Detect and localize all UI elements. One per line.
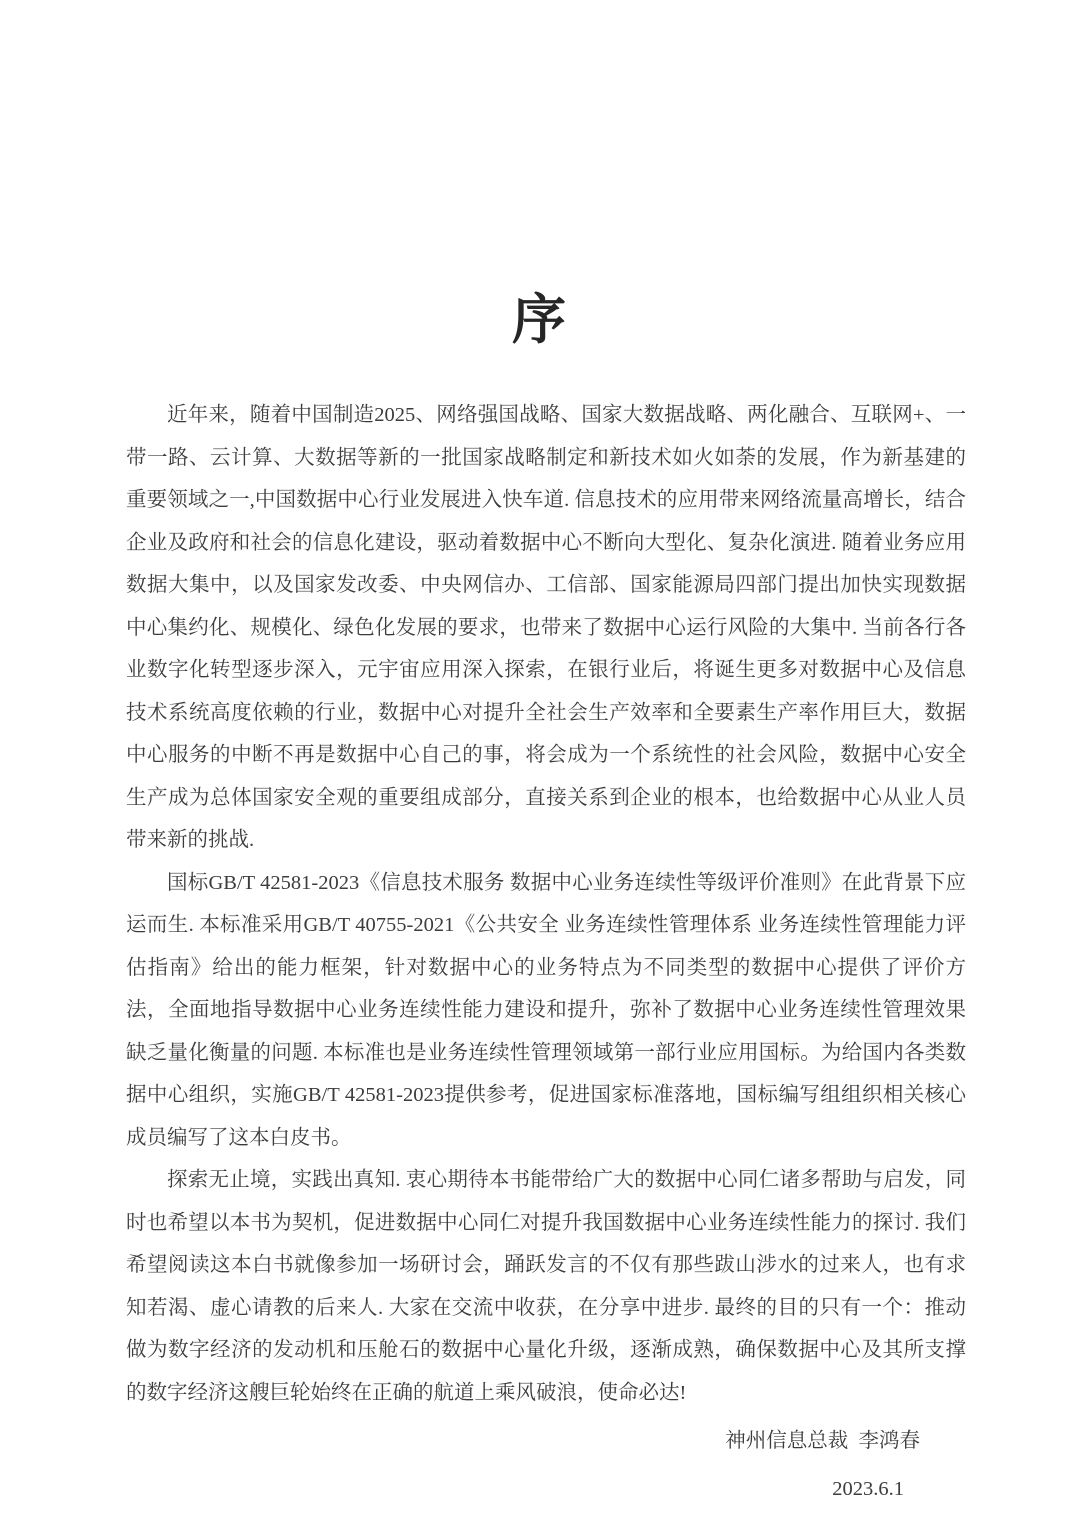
- signature-block: [126, 1420, 966, 1510]
- signature-author: 神州信息总裁 李鸿春: [725, 1430, 920, 1452]
- document-body: [126, 394, 966, 1510]
- signature-date: 2023.6.1: [832, 1477, 904, 1500]
- paragraph-standard: 国标GB/T 42581-2023《信息技术服务 数据中心业务连续性等级评价准则》在此背景下应运而生. 本标准采用GB/T 40755-2021《公共安全 业务连续性管理体系 业务连续性管理能力评估指南》给出的能力框架，针对数据中心的业务特点为不同类型的数据中心提供了评价方法，全面地指导数据中心业务连续性能力建设和提升，弥补了数据中心业务连续性管理效果缺乏量化衡量的问题. 本标准也是业务连续性管理领域第一部行业应用国标。为给国内各类数据中心组织，实施GB/T 42581-2023提供参考，促进国家标准落地，国标编写组组织相关核心成员编写了这本白皮书。: [126, 871, 966, 1149]
- page-title: 序: [512, 290, 568, 351]
- paragraph-outlook: 探索无止境，实践出真知. 衷心期待本书能带给广大的数据中心同仁诸多帮助与启发，同时也希望以本书为契机，促进数据中心同仁对提升我国数据中心业务连续性能力的探讨. 我们希望阅读这本白书就像参加一场研讨会，踊跃发言的不仅有那些跋山涉水的过来人，也有求知若渴、虚心请教的后来人. 大家在交流中收获，在分享中进步. 最终的目的只有一个：推动做为数字经济的发动机和压舱石的数据中心量化升级，逐渐成熟，确保数据中心及其所支撑的数字经济这艘巨轮始终在正确的航道上乘风破浪，使命必达!: [126, 1169, 966, 1404]
- paragraph-background: 近年来，随着中国制造2025、网络强国战略、国家大数据战略、两化融合、互联网+、一带一路、云计算、大数据等新的一批国家战略制定和新技术如火如荼的发展，作为新基建的重要领域之一,中国数据中心行业发展进入快车道. 信息技术的应用带来网络流量高增长，结合企业及政府和社会的信息化建设，驱动着数据中心不断向大型化、复杂化演进. 随着业务应用数据大集中，以及国家发改委、中央网信办、工信部、国家能源局四部门提出加快实现数据中心集约化、规模化、绿色化发展的要求，也带来了数据中心运行风险的大集中. 当前各行各业数字化转型逐步深入，元宇宙应用深入探索，在银行业后，将诞生更多对数据中心及信息技术系统高度依赖的行业，数据中心对提升全社会生产效率和全要素生产率作用巨大，数据中心服务的中断不再是数据中心自己的事，将会成为一个系统性的社会风险，数据中心安全生产成为总体国家安全观的重要组成部分，直接关系到企业的根本，也给数据中心从业人员带来新的挑战.: [126, 404, 966, 851]
